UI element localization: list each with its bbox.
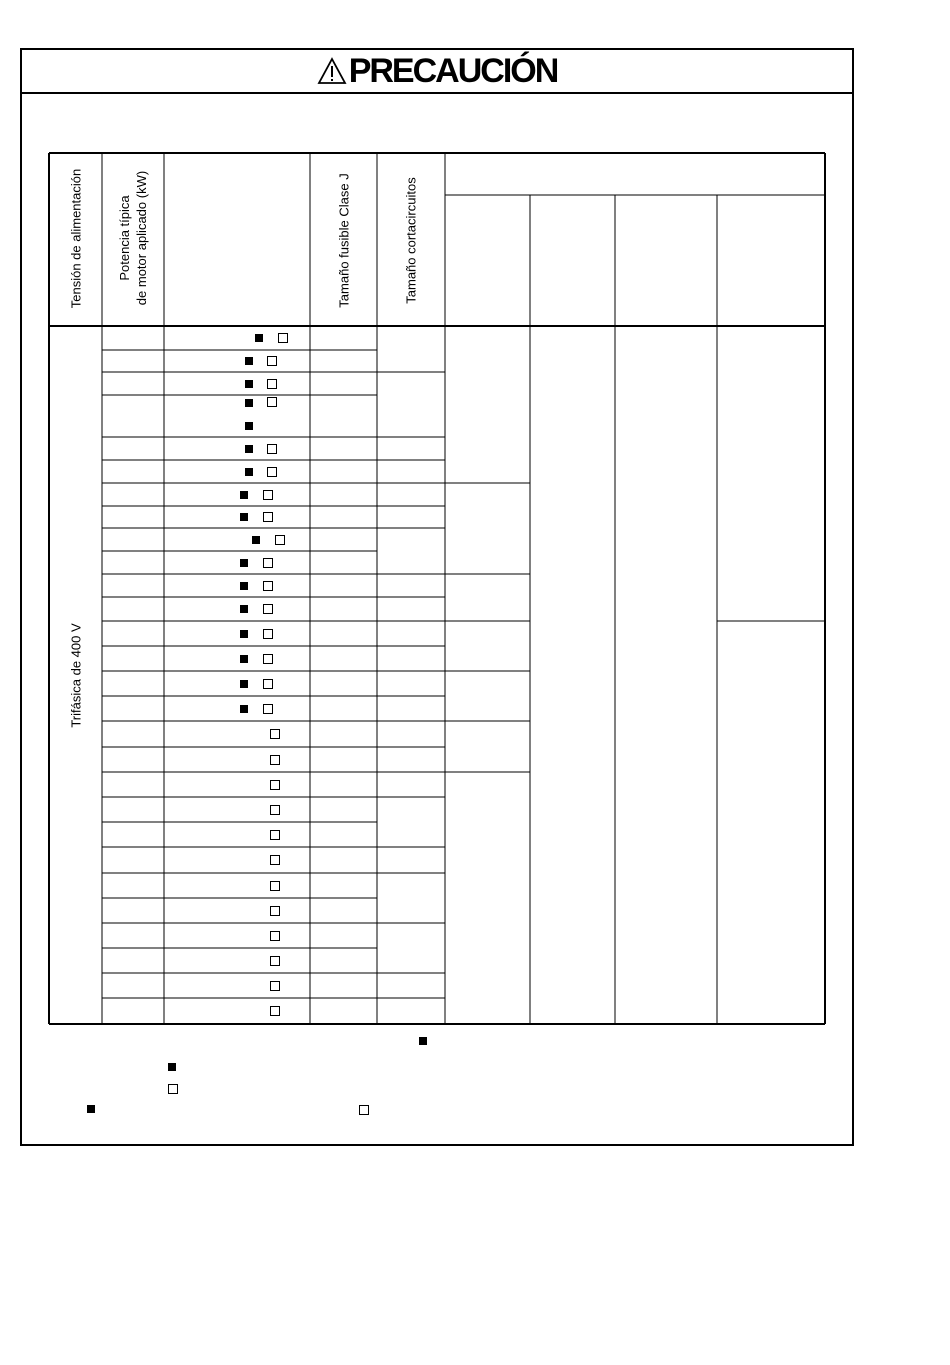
hollow-square-icon xyxy=(267,397,277,407)
hollow-square-icon xyxy=(267,356,277,366)
col-header-voltage: Tensión de alimentación xyxy=(68,168,84,308)
hollow-square-icon xyxy=(263,490,273,500)
hollow-square-icon xyxy=(263,629,273,639)
hollow-square-icon xyxy=(263,679,273,689)
hollow-square-icon xyxy=(270,805,280,815)
filled-square-icon xyxy=(240,655,248,663)
footnote-filled-square-icon xyxy=(87,1105,95,1113)
hollow-square-icon xyxy=(263,558,273,568)
hollow-square-icon xyxy=(263,704,273,714)
col-header-breaker: Tamaño cortacircuitos xyxy=(403,176,419,304)
filled-square-icon xyxy=(245,357,253,365)
filled-square-icon xyxy=(240,680,248,688)
filled-square-icon xyxy=(245,445,253,453)
hollow-square-icon xyxy=(270,981,280,991)
hollow-square-icon xyxy=(270,755,280,765)
filled-square-icon xyxy=(245,399,253,407)
filled-square-icon xyxy=(245,422,253,430)
hollow-square-icon xyxy=(275,535,285,545)
hollow-square-icon xyxy=(267,379,277,389)
voltage-group-label: Trifásica de 400 V xyxy=(68,622,84,728)
hollow-square-icon xyxy=(270,855,280,865)
hollow-square-icon xyxy=(263,581,273,591)
hollow-square-icon xyxy=(270,956,280,966)
filled-square-icon xyxy=(240,630,248,638)
filled-square-icon xyxy=(240,513,248,521)
hollow-square-icon xyxy=(270,881,280,891)
hollow-square-icon xyxy=(263,512,273,522)
filled-square-icon xyxy=(240,582,248,590)
filled-square-icon xyxy=(245,468,253,476)
hollow-square-icon xyxy=(278,333,288,343)
hollow-square-icon xyxy=(270,906,280,916)
hollow-square-icon xyxy=(270,830,280,840)
hollow-square-icon xyxy=(267,467,277,477)
hollow-square-icon xyxy=(270,729,280,739)
hollow-square-icon xyxy=(263,654,273,664)
filled-square-icon xyxy=(240,705,248,713)
filled-square-icon xyxy=(240,491,248,499)
hollow-square-icon xyxy=(267,444,277,454)
hollow-square-icon xyxy=(263,604,273,614)
filled-square-icon xyxy=(240,605,248,613)
filled-square-icon xyxy=(245,380,253,388)
footnote-hollow-square-icon xyxy=(359,1105,369,1115)
col-header-fuse: Tamaño fusible Clase J xyxy=(336,172,352,308)
col-header-motor-power: Potencia típica de motor aplicado (kW) xyxy=(117,170,149,306)
footnote-hollow-square-icon xyxy=(168,1084,178,1094)
filled-square-icon xyxy=(240,559,248,567)
page-title: PRECAUCIÓN xyxy=(348,52,558,90)
footnote-filled-square-icon xyxy=(419,1037,427,1045)
filled-square-icon xyxy=(252,536,260,544)
filled-square-icon xyxy=(255,334,263,342)
hollow-square-icon xyxy=(270,1006,280,1016)
hollow-square-icon xyxy=(270,931,280,941)
hollow-square-icon xyxy=(270,780,280,790)
footnote-filled-square-icon xyxy=(168,1063,176,1071)
